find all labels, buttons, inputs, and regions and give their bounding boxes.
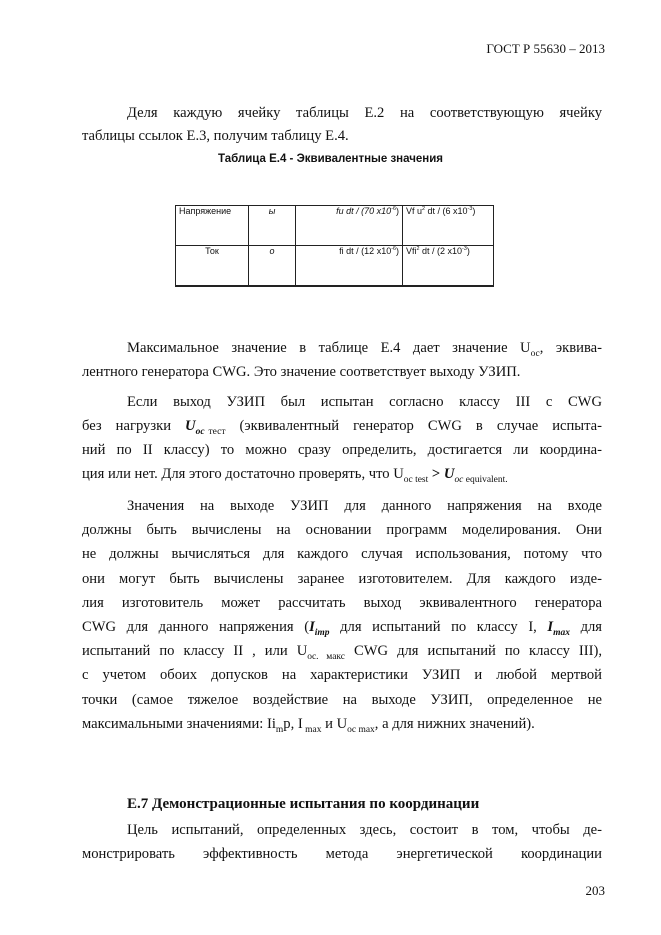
intro-line: Деля каждую ячейку таблицы Е.2 на соответствующую ячейку <box>127 105 602 121</box>
row-label: Напряжение <box>176 206 249 246</box>
table-row <box>176 246 494 286</box>
table-caption: Таблица Е.4 - Эквивалентные значения <box>217 153 444 165</box>
row-symbol: о <box>249 246 296 286</box>
paragraph-line: с учетом обоих допусков на характеристики УЗИП и любой мертвой <box>82 667 602 683</box>
equivalent-values-table <box>175 205 494 287</box>
paragraph-line: они могут быть вычислены заранее изготовителем. Для каждого изде- <box>82 571 602 587</box>
table-row <box>176 206 494 246</box>
intro-line: таблицы ссылок Е.3, получим таблицу Е.4. <box>82 128 349 144</box>
paragraph-line: ция или нет. Для этого достаточно проверять, что $U_{oc test} > U_{oc}$ $_{equivalent.}$ <box>82 466 508 485</box>
row-label: Ток <box>176 246 249 286</box>
paragraph-line: лентного генератора CWG. Это значение соответствует выходу УЗИП. <box>82 364 521 380</box>
paragraph-line: CWG для данного напряжения ($I_{imp}$ для испытаний по классу I, $I_{max}$ для <box>82 619 603 638</box>
page-number: 203 <box>585 883 605 898</box>
paragraph-line: монстрировать эффективность метода энергетической координации <box>82 846 602 862</box>
paragraph-line: лия изготовитель может рассчитать выход эквивалентного генератора <box>82 595 602 611</box>
paragraph-line: должны быть вычислены на основании программ моделирования. Они <box>82 522 602 538</box>
paragraph-line: максимальными значениями: $Ii_mp$, I $_{max}$ и $U_{oc max}$, а для нижних значений). <box>82 716 535 735</box>
paragraph-line: Значения на выходе УЗИП для данного напряжения на входе <box>127 498 602 514</box>
paragraph-line: без нагрузки $U_{oc}$ $_{тест}$ (эквивалентный генератор CWG в случае испыта- <box>82 418 602 437</box>
paragraph-line: ний по II классу) то можно сразу определить, достигается ли координа- <box>82 442 602 458</box>
paragraph-line: не должны вычисляться для каждого случая использования, потому что <box>82 546 602 562</box>
integral-squared-cell: Vf $u^2$ dt / (6 $x10^{-3}$) <box>403 206 494 246</box>
integral-squared-cell: Vfi$^2$ dt / (2 $x10^{-3}$) <box>403 246 494 286</box>
integral-cell: fu dt / (70 $x10^{-6}$) <box>296 206 403 246</box>
paragraph-line: испытаний по классу II , или $U_{oc. макс}$ CWG для испытаний по классу III), <box>82 643 602 662</box>
section-heading: Е.7 Демонстрационные испытания по координации <box>127 796 480 812</box>
paragraph-line: Если выход УЗИП был испытан согласно классу III с CWG <box>127 394 602 410</box>
paragraph-line: Цель испытаний, определенных здесь, состоит в том, чтобы де- <box>127 822 602 838</box>
paragraph-line: Максимальное значение в таблице Е.4 дает значение $U_{ос}$, эквива- <box>127 340 603 359</box>
row-symbol: ы <box>249 206 296 246</box>
paragraph-line: точки (самое тяжелое воздействие на выходе УЗИП, определенное не <box>82 692 602 708</box>
document-code: ГОСТ Р 55630 – 2013 <box>486 41 605 56</box>
integral-cell: fi dt / (12 $x10^{-6}$) <box>296 246 403 286</box>
